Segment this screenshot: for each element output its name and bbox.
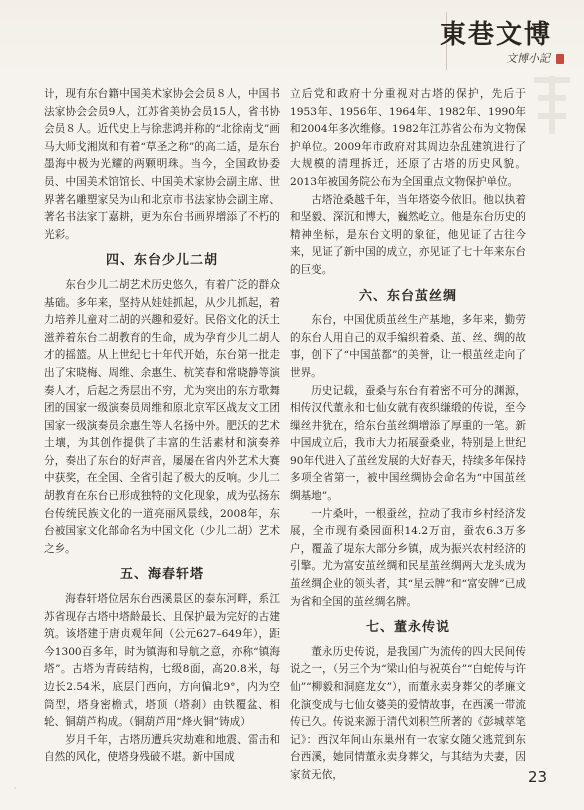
paragraph: 立后党和政府十分重视对古塔的保护，先后于1953年、1956年、1964年、1982年、1990年和2004年多次维修。1982年江苏省公布为文物保护单位。2009年市政府对其周边杂乱建筑进行了大规模的清理拆迁，还原了古塔的历史风貌。2013年被国务院公布为全国重点文物保护单位。 xyxy=(290,88,526,188)
right-column xyxy=(290,86,526,785)
paragraph: 岁月千年，古塔历遭兵灾劫难和地震、雷击和自然的风化，使塔身残破不堪。新中国成 xyxy=(44,733,280,764)
page-number: 23 xyxy=(528,768,548,786)
paragraph: 古塔沧桑越千年，当年塔姿今依旧。他以执着和坚毅、深沉和博大，巍然屹立。他是东台历史的精神坐标，是东台文明的象征，他见证了古往今来，见证了新中国的成立，亦见证了七十年来东台的巨变。 xyxy=(290,193,526,276)
paragraph: 计，现有东台籍中国美术家协会会员８人，中国书法家协会会员9人，江苏省美协会员15人，省书协会员８人。近代史上与徐悲鸿并称的“北徐南戈”画马大师戈湘岚和有着“草圣之称”的高二适，是东台墨海中极为光耀的两颗明珠。当今，全国政协委员、中国美术馆馆长、中国美术家协会副主席、世界著名雕塑家吴为山和北京市书法家协会副主席、著名书法家丁嘉耕，更为东台书画界增添了不朽的光彩。 xyxy=(44,88,280,241)
red-seal-stamp xyxy=(556,54,564,64)
section-heading: 五、海春轩塔 xyxy=(119,567,204,583)
paragraph: 一片桑叶，一根蚕丝，拉动了我市乡村经济发展，全市现有桑园面积14.2万亩，蚕农6.3万多户，覆盖了堤东大部分乡镇，成为振兴农村经济的引擎。尤为富安茧丝绸和民星茧丝绸两大龙头成为茧丝绸企业的领头者，其“星云牌”和“富安牌”已成为省和全国的茧丝绸名牌。 xyxy=(290,507,526,608)
paragraph: 海春轩塔位居东台西溪景区的泰东河畔，系江苏省现存古塔中塔龄最长、且保护最为完好的古建筑。该塔建于唐贞观年间（公元627–649年），距今1300百多年，时为镇海和导航之意，亦称“镇海塔”。古塔为青砖结构，七级8面，高20.8米，每边长2.54米，底层门西向，方向偏北9°，内为空筒型，塔身密檐式，塔顶（塔刹）由铁覆盆、相轮、铜葫芦构成。（铜葫芦用“烽火铜”铸成） xyxy=(44,593,280,729)
section-heading: 四、东台少儿二胡 xyxy=(105,253,218,269)
paragraph: 东台少儿二胡艺术历史悠久，有着广泛的群众基础。多年来，坚持从娃娃抓起，从少儿抓起，着力培养儿童对二胡的兴趣和爱好。民俗文化的沃土滋养着东台二胡教育的生命，成为孕育少儿二胡人才的摇篮。从上世纪七十年代开始，东台第一批走出了宋晓梅、周维、余惠生、杭笑春和常晓静等演奏人才，后起之秀层出不穷，尤为突出的东方歌舞团的国家一级演奏员周维和原北京军区战友文工团国家一级演奏员余惠生等人名扬中外。肥沃的艺术土壤，为其创作提供了丰富的生活素材和演奏养分，奏出了东台的好声音，屡屡在省内外艺术大赛中获奖，在全国、全省引起了极大的反响。少儿二胡教育在东台已形成独特的文化现象，成为弘扬东台传统民族文化的一道亮丽风景线，2008年，东台被国家文化部命名为中国文化（少儿二胡）艺术之乡。 xyxy=(44,278,280,555)
paragraph: 董永历史传说，是我国广为流传的四大民间传说之一，（另三个为“梁山伯与祝英台”“白蛇传与许仙”“柳毅和洞庭龙女”），而董永卖身葬父的孝廉文化演变成与七仙女婆美的爱情故事，在西溪一带流传已久。传说来源于清代刘积竺所著的《彭城萃笔记》：西汉年间山东巢州有一农家女随父逃荒到东台西溪，她同情董永卖身葬父，与其结为夫妻，因家贫无依， xyxy=(290,645,526,781)
logo-title: 東巷文博 xyxy=(440,20,553,50)
paragraph: 历史记载，蚕桑与东台有着密不可分的渊源，相传汉代董永和七仙女就有夜织缣缎的传说，至今缫丝井犹在，给东台茧丝绸增添了厚重的一笔。新中国成立后，我市大力拓展蚕桑业，特别是上世纪90年代进入了茧丝发展的大好春天，持续多年保持多项全省第一，被中国丝绸协会命名为“中国茧丝绸基地”。 xyxy=(290,384,526,503)
section-heading: 六、东台茧丝绸 xyxy=(358,288,457,304)
scan-speck xyxy=(14,787,16,789)
left-column xyxy=(44,86,280,767)
watermark-glyph xyxy=(528,70,576,140)
column-logo xyxy=(440,14,562,74)
section-heading: 七、董永传说 xyxy=(365,620,450,636)
logo-signature: 文博小記 xyxy=(506,52,550,65)
paragraph: 东台，中国优质茧丝生产基地，多年来，勤劳的东台人用自己的双手编织着桑、茧、丝、绸的故事，创下了“中国茧都”的美誉，让一根茧丝走向了世界。 xyxy=(290,314,526,379)
